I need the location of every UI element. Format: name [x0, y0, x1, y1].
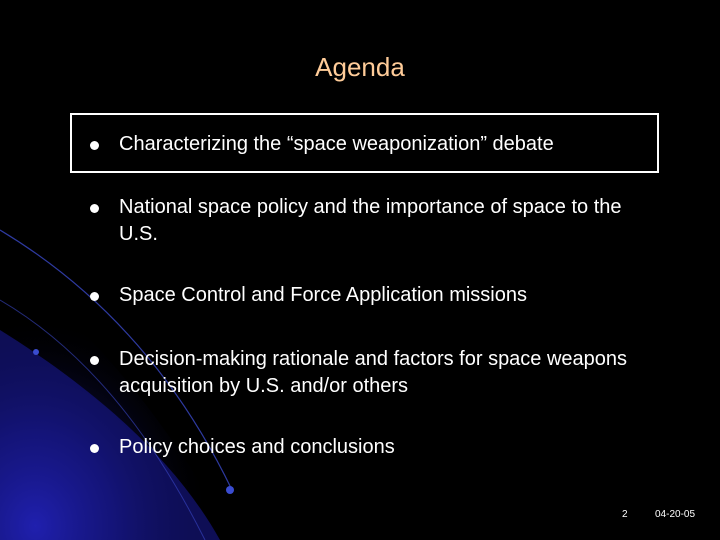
bullet-item-5: [90, 434, 650, 461]
bullet-icon: [90, 356, 99, 365]
bullet-text: Characterizing the “space weaponization” debate: [119, 133, 554, 155]
bullet-text: National space policy and the importance of space to the U.S.: [119, 196, 622, 245]
bullet-icon: [90, 204, 99, 213]
bullet-icon: [90, 444, 99, 453]
page-number: 2: [622, 509, 628, 520]
bullet-icon: [90, 292, 99, 301]
bullet-item-1: [90, 131, 650, 158]
bullet-text: Space Control and Force Application missions: [119, 284, 527, 306]
date-label: 04-20-05: [655, 509, 696, 520]
bullet-item-4: [90, 346, 650, 400]
bullet-item-3: [90, 282, 650, 309]
bullet-text: Decision-making rationale and factors for space weapons acquisition by U.S. and/or others: [119, 348, 628, 397]
bullet-text: Policy choices and conclusions: [119, 436, 395, 458]
bullet-icon: [90, 141, 99, 150]
slide-title: Agenda: [315, 52, 405, 82]
bullet-item-2: [90, 194, 650, 248]
